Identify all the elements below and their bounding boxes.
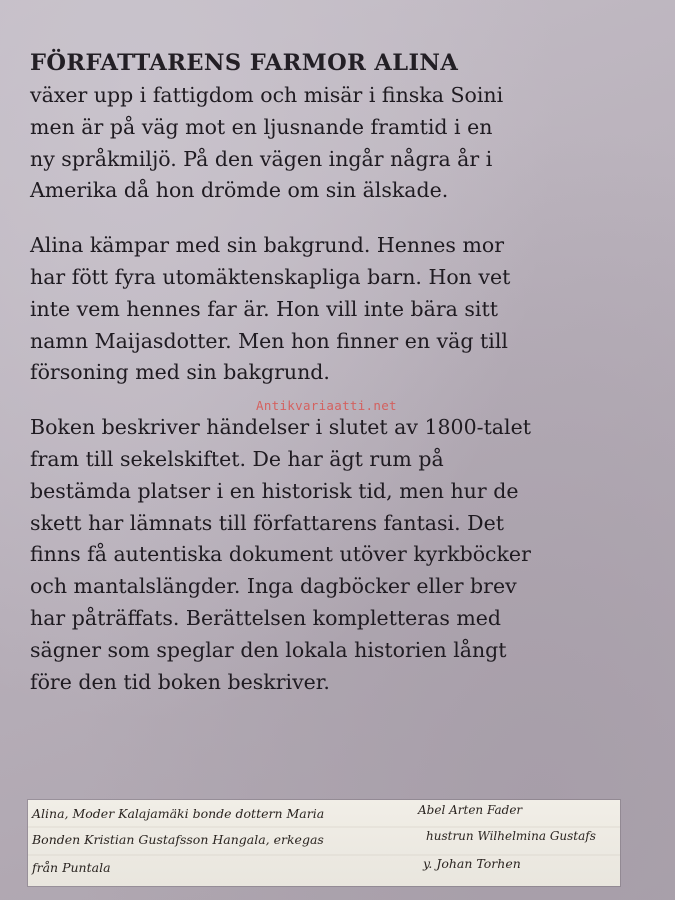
watermark: Antikvariaatti.net [256, 398, 397, 413]
paragraph-line: namn Maijasdotter. Men hon finner en väg till [30, 328, 508, 353]
paragraph-line: har påträffats. Berättelsen kompletteras med [30, 605, 502, 630]
paragraph-line: Amerika då hon drömde om sin älskade. [30, 178, 449, 203]
manuscript-line: y. Johan Torhen [423, 856, 521, 871]
manuscript-line: hustrun Wilhelmina Gustafs [426, 829, 596, 843]
manuscript-line: Bonden Kristian Gustafsson Hangala, erkegas [32, 832, 324, 847]
manuscript-line: Alina, Moder Kalajamäki bonde dottern Maria [32, 806, 325, 821]
paragraph-line: har fött fyra utomäktenskapliga barn. Hon vet [30, 264, 511, 289]
paragraph-2 [30, 230, 650, 389]
paragraph-line: Alina kämpar med sin bakgrund. Hennes mor [30, 233, 505, 258]
paragraph-line: sägner som speglar den lokala historien långt [30, 637, 507, 662]
blurb-heading: FÖRFATTARENS FARMOR ALINA [30, 50, 459, 76]
manuscript-line: Abel Arten Fader [418, 803, 523, 817]
paragraph-line: och mantalslängder. Inga dagböcker eller brev [30, 574, 517, 599]
paragraph-line: skett har lämnats till författarens fantasi. Det [30, 510, 504, 535]
paragraph-1 [30, 80, 650, 207]
paragraph-line: inte vem hennes far är. Hon vill inte bära sitt [30, 296, 498, 321]
paragraph-line: växer upp i fattigdom och misär i finska Soini [30, 83, 504, 107]
handwritten-document-excerpt [28, 800, 620, 886]
paragraph-line: före den tid boken beskriver. [30, 669, 330, 694]
paragraph-line: finns få autentiska dokument utöver kyrkböcker [30, 542, 531, 567]
paragraph-line: försoning med sin bakgrund. [30, 360, 330, 385]
paragraph-line: Boken beskriver händelser i slutet av 1800-talet [30, 415, 531, 440]
paragraph-line: men är på väg mot en ljusnande framtid i en [30, 114, 493, 139]
paragraph-line: ny språkmiljö. På den vägen ingår några år i [30, 146, 493, 171]
handwriting-image [28, 800, 620, 886]
paragraph-line: bestämda platser i en historisk tid, men hur de [30, 478, 519, 503]
manuscript-line: från Puntala [32, 860, 111, 875]
blurb-text [30, 46, 650, 698]
paragraph-line: fram till sekelskiftet. De har ägt rum på [30, 446, 444, 471]
paragraph-3 [30, 412, 650, 698]
